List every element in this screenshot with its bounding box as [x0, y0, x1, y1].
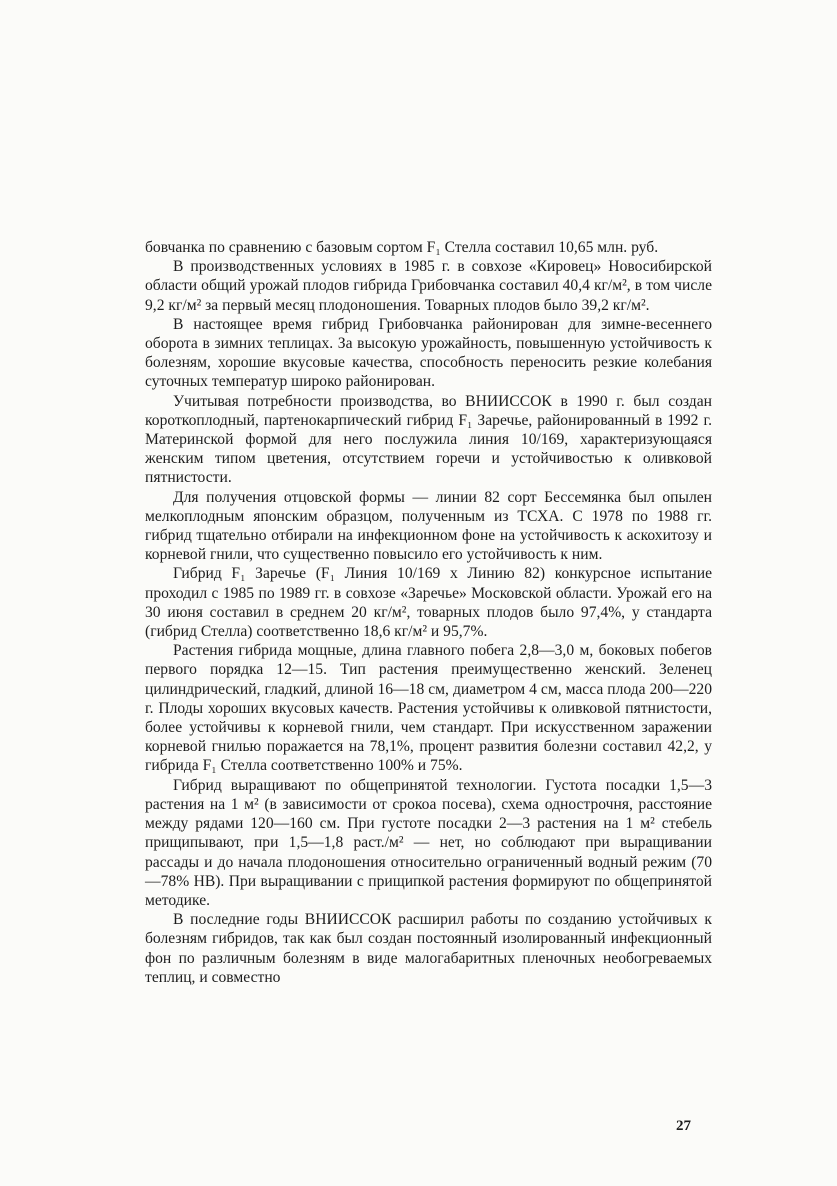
paragraph: В настоящее время гибрид Грибовчанка районирован для зимне-весеннего оборота в зимних теплицах. За высокую урожайность, повышенную устойчивость к болезням, хорошие вкусовые качества, способность переносить резкие колебания суточных температур широко районирован. [145, 315, 712, 391]
paragraph: В производственных условиях в 1985 г. в совхозе «Кировец» Новосибирской области общий урожай плодов гибрида Грибовчанка составил 40,4 кг/м², в том числе 9,2 кг/м² за первый месяц плодоношения. Товарных плодов было 39,2 кг/м². [145, 258, 712, 314]
paragraph: В последние годы ВНИИССОК расширил работы по созданию устойчивых к болезням гибридов, так как был создан постоянный изолированный инфекционный фон по различным болезням в виде малогабаритных пленочных необогреваемых теплиц, и совместно [145, 911, 712, 986]
paragraph: Гибрид выращивают по общепринятой технологии. Густота посадки 1,5—3 растения на 1 м² (в зависимости от срокоа посева), схема однострочня, расстояние между рядами 120—160 см. При густоте посадки 2—3 растения на 1 м² стебель прищипывают, при 1,5—1,8 раст./м² — нет, но соблюдают при выращивании рассады и до начала плодоношения относительно ограниченный водный режим (70—78% НВ). При выращивании с прищипкой растения формируют по общепринятой методике. [145, 776, 712, 909]
page-number: 27 [676, 1118, 691, 1134]
paragraph: бовчанка по сравнению с базовым сортом F₁ Стелла составил 10,65 млн. руб. [145, 239, 659, 256]
paragraph: Учитывая потребности производства, во ВНИИССОК в 1990 г. был создан короткоплодный, партенокарпический гибрид F₁ Заречье, районированный в 1992 г. Материнской формой для него послужила линия 10/169, характеризующаяся женским типом цветения, отсутствием горечи и устойчивостью к оливковой пятнистости. [145, 392, 712, 487]
paragraph: Гибрид F₁ Заречье (F₁ Линия 10/169 х Линию 82) конкурсное испытание проходил с 1985 по 1989 гг. в совхозе «Заречье» Московской области. Урожай его на 30 июня составил в среднем 20 кг/м², товарных плодов было 97,4%, у стандарта (гибрид Стелла) соответственно 18,6 кг/м² и 95,7%. [145, 565, 712, 641]
body-text [145, 238, 712, 987]
paragraph: Для получения отцовской формы — линии 82 сорт Бессемянка был опылен мелкоплодным японским образцом, полученным из ТСХА. С 1978 по 1988 гг. гибрид тщательно отбирали на инфекционном фоне на устойчивость к аскохитозу и корневой гнили, что существенно повысило его устойчивость к ним. [145, 488, 712, 564]
paragraph: Растения гибрида мощные, длина главного побега 2,8—3,0 м, боковых побегов первого порядка 12—15. Тип растения преимущественно женский. Зеленец цилиндрический, гладкий, длиной 16—18 см, диаметром 4 см, масса плода 200—220 г. Плоды хороших вкусовых качеств. Растения устойчивы к оливковой пятнистости, более устойчивы к корневой гнили, чем стандарт. При искусственном заражении корневой гнилью поражается на 78,1%, процент развития болезни составил 42,2, у гибрида F₁ Стелла соответственно 100% и 75%. [145, 642, 712, 775]
